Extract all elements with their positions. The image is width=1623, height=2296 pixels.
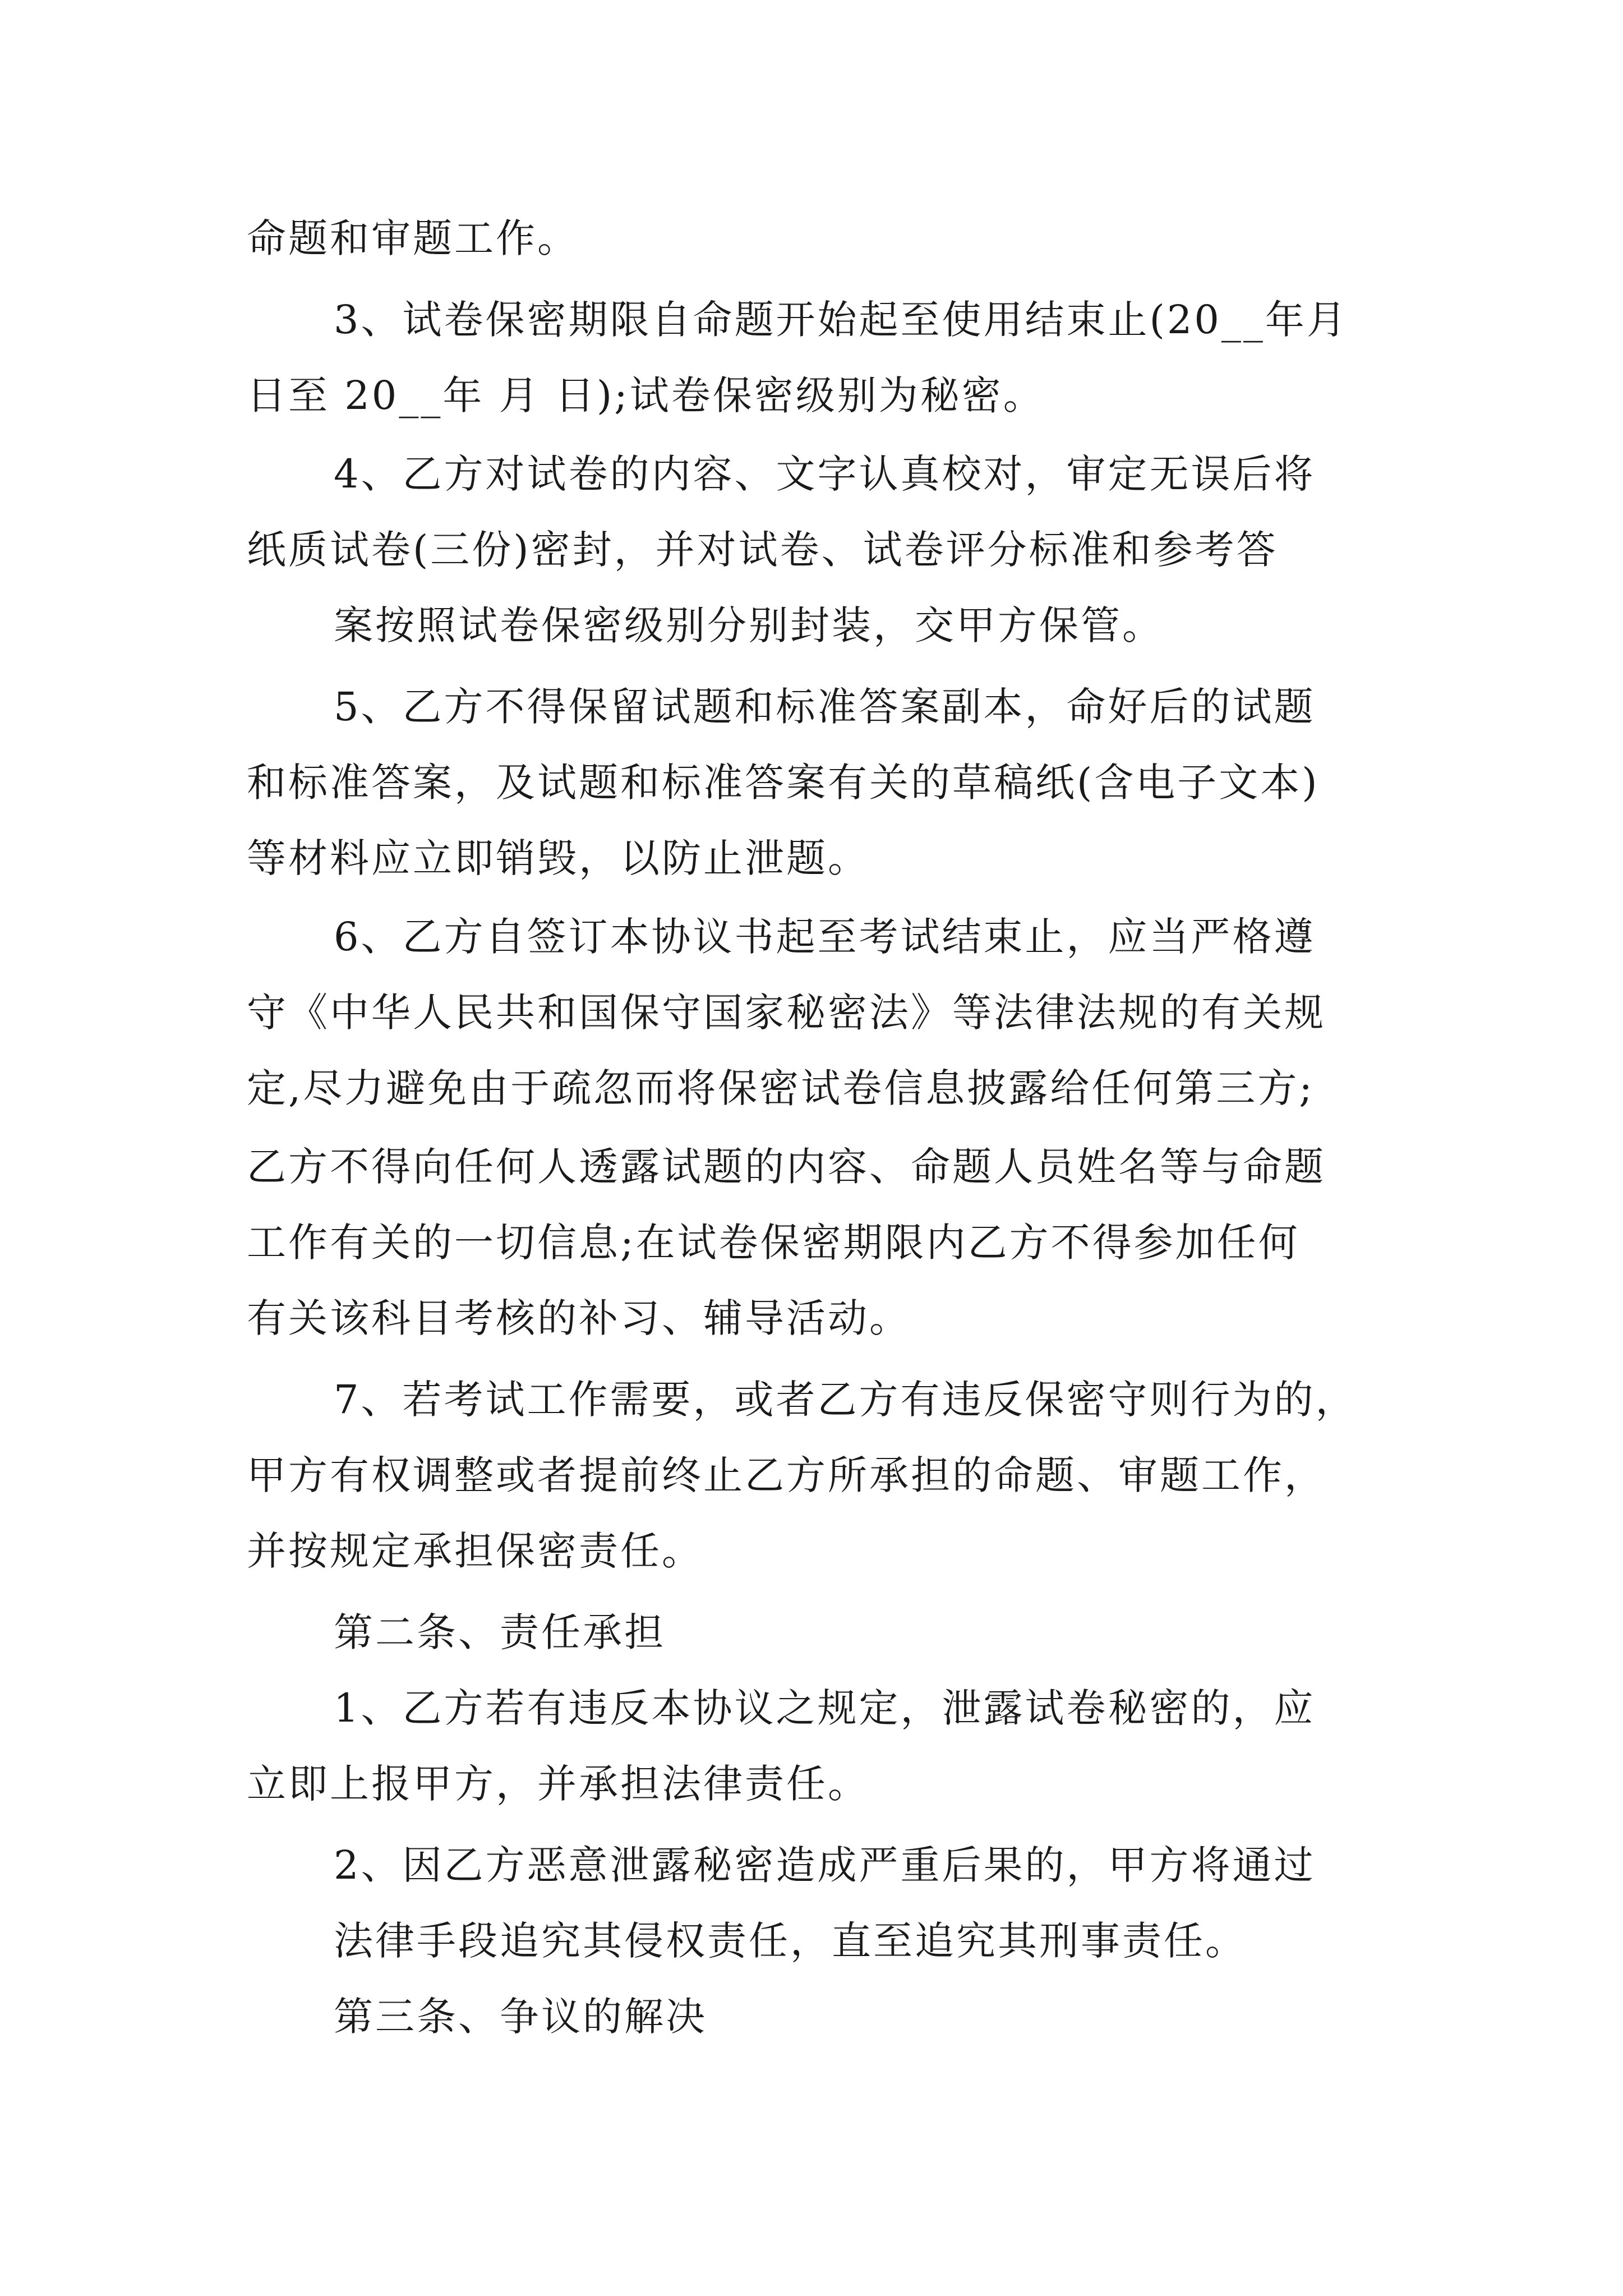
text-line: 甲方有权调整或者提前终止乙方所承担的命题、审题工作， bbox=[247, 1452, 1326, 1498]
section-heading: 第三条、争议的解决 bbox=[334, 1994, 707, 2040]
text-line: 命题和审题工作。 bbox=[247, 215, 579, 261]
text-line: 7、若考试工作需要，或者乙方有违反保密守则行为的， bbox=[334, 1377, 1357, 1423]
text-line: 日至 20__年 月 日);试卷保密级别为秘密。 bbox=[247, 372, 1045, 418]
text-line: 案按照试卷保密级别分别封装，交甲方保管。 bbox=[334, 602, 1164, 648]
section-heading: 第二条、责任承担 bbox=[334, 1609, 666, 1655]
text-line: 2、因乙方恶意泄露秘密造成严重后果的，甲方将通过 bbox=[334, 1842, 1316, 1888]
text-line: 3、试卷保密期限自命题开始起至使用结束止(20__年月 bbox=[334, 297, 1348, 343]
text-line: 并按规定承担保密责任。 bbox=[247, 1528, 703, 1574]
text-line: 法律手段追究其侵权责任，直至追究其刑事责任。 bbox=[334, 1918, 1247, 1964]
text-line: 等材料应立即销毁，以防止泄题。 bbox=[247, 835, 869, 881]
text-line: 乙方不得向任何人透露试题的内容、命题人员姓名等与命题 bbox=[247, 1144, 1326, 1190]
text-line: 6、乙方自签订本协议书起至考试结束止，应当严格遵 bbox=[334, 914, 1316, 960]
text-line: 有关该科目考核的补习、辅导活动。 bbox=[247, 1295, 911, 1341]
text-line: 1、乙方若有违反本协议之规定，泄露试卷秘密的，应 bbox=[334, 1685, 1316, 1731]
text-line: 4、乙方对试卷的内容、文字认真校对，审定无误后将 bbox=[334, 451, 1316, 497]
text-line: 工作有关的一切信息;在试卷保密期限内乙方不得参加任何 bbox=[247, 1220, 1300, 1266]
text-line: 立即上报甲方，并承担法律责任。 bbox=[247, 1761, 869, 1807]
text-line: 定,尽力避免由于疏忽而将保密试卷信息披露给任何第三方; bbox=[247, 1065, 1315, 1111]
text-line: 和标准答案，及试题和标准答案有关的草稿纸(含电子文本) bbox=[247, 760, 1320, 806]
text-line: 纸质试卷(三份)密封，并对试卷、试卷评分标准和参考答 bbox=[247, 527, 1278, 573]
text-line: 守《中华人民共和国保守国家秘密法》等法律法规的有关规 bbox=[247, 990, 1326, 1036]
text-line: 5、乙方不得保留试题和标准答案副本，命好后的试题 bbox=[334, 684, 1316, 730]
